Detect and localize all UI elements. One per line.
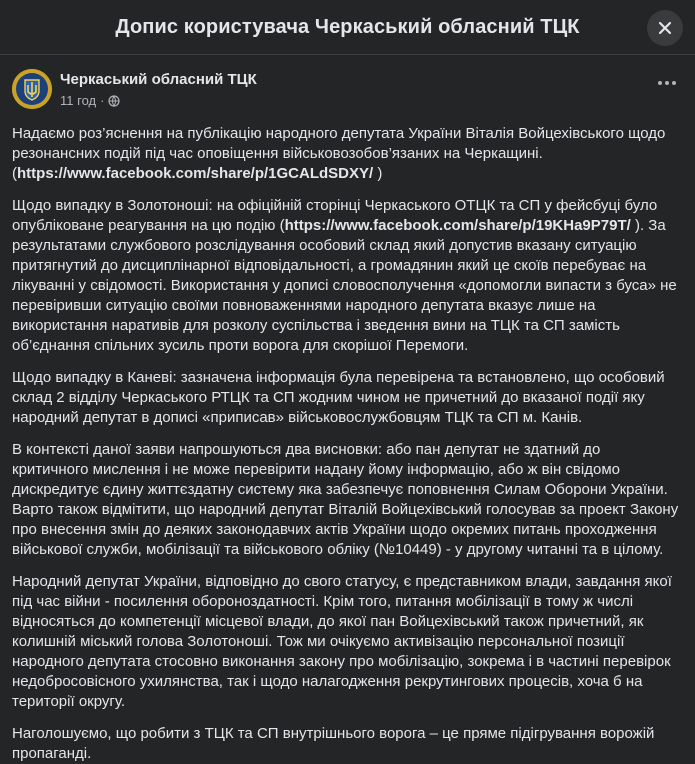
paragraph-text: В контексті даної заяви напрошуються два висновки: або пан депутат не здатний до критичного мислення і не може перевірити надану йому інформацію, або ж він свідомо дискредитує єдину життєздатну систему яка забезпечує поповнення Силам Оборони України.: [12, 441, 668, 498]
author-name[interactable]: Черкаський обласний ТЦК: [60, 71, 257, 88]
paragraph-text: ): [373, 165, 383, 182]
more-options-button[interactable]: [655, 73, 679, 93]
paragraph-text: ). За результатами службового розслідування особовий склад який допустив вказану ситуацію притягнутий до дисциплінарної відповідальності, а громадянин який це скоїв перебуває на лікуванні у свідомості. Використання у дописі словосполучення «допомогли випасти з буса» не перевіривши ситуацію своїми повноваженнями народного депутата вказує лише на використання наративів для розколу суспільства і зведення вини на ТЦК та СП замість об’єднання спільних зусиль проти ворога для скорішої Перемоги.: [12, 217, 677, 354]
post-link[interactable]: https://www.facebook.com/share/p/19KHa9P79T/: [284, 217, 631, 234]
avatar[interactable]: [12, 69, 52, 109]
paragraph: [12, 196, 679, 356]
paragraph: Народний депутат України, відповідно до свого статусу, є представником влади, завдання якої під час війни - посилення обороноздатності. Крім того, питання мобілізації в тому ж числі відносяться до компетенції місцевої влади, до якої пан Войцехівський також причетний, як колишній міський голова Золотоноші. Тож ми очікуємо активізацію персональної позиції народного депутата стосовно виконання закону про мобілізацію, зокрема і в частині перевірок недобросовісного ухилянства, так і щодо налагодження рекрутингових процесів, хоча б на території округу.: [12, 573, 672, 710]
dialog-title: Допис користувача Черкаський обласний ТЦК: [115, 15, 580, 38]
paragraph-text: Варто також відмітити, що народний депутат Віталій Войцехівський голосував за проект Закону про внесення змін до деяких законодавчих актів України щодо окремих питань проходження військової служби, мобілізації та військового обліку (№10449) - у другому читанні та в цілому.: [12, 501, 679, 558]
emblem-icon: [12, 69, 52, 109]
paragraph: [12, 440, 679, 560]
post: [0, 55, 695, 764]
separator-dot: ·: [100, 93, 105, 108]
more-dots-icon: [658, 81, 662, 85]
more-dots-icon: [665, 81, 669, 85]
paragraph-text: Щодо випадку в Золотоноші: на офіційній сторінці Черкаського ОТЦК та СП у фейсбуці було опубліковане реагування на цю подію (: [12, 197, 658, 234]
more-dots-icon: [672, 81, 676, 85]
paragraph: Наголошуємо, що робити з ТЦК та СП внутрішнього ворога – це пряме підігрування ворожій пропаганді.: [12, 725, 655, 762]
paragraph-text: Надаємо роз’яснення на публікацію народного депутата України Віталія Войцехівського щодо резонансних подій під час оповіщення військовозобов’язаних на Черкащині. (: [12, 125, 666, 182]
post-body: [12, 124, 679, 764]
post-meta: [60, 93, 257, 108]
paragraph: Щодо випадку в Каневі: зазначена інформація була перевірена та встановлено, що особовий склад 2 відділу Черкаського РТЦК та СП жодним чином не причетний до вказаної події яку народний депутат в дописі «приписав» військовослужбовцям ТЦК та СП м. Канів.: [12, 369, 665, 426]
author-info: [60, 69, 257, 108]
globe-icon: [108, 95, 120, 107]
post-time[interactable]: 11 год: [60, 93, 97, 108]
dialog-header: [0, 0, 695, 55]
post-link[interactable]: https://www.facebook.com/share/p/1GCALdSDXY/: [17, 165, 374, 182]
close-icon: [657, 20, 673, 36]
close-button[interactable]: [647, 10, 683, 46]
post-header: [12, 69, 679, 115]
paragraph: [12, 124, 679, 184]
